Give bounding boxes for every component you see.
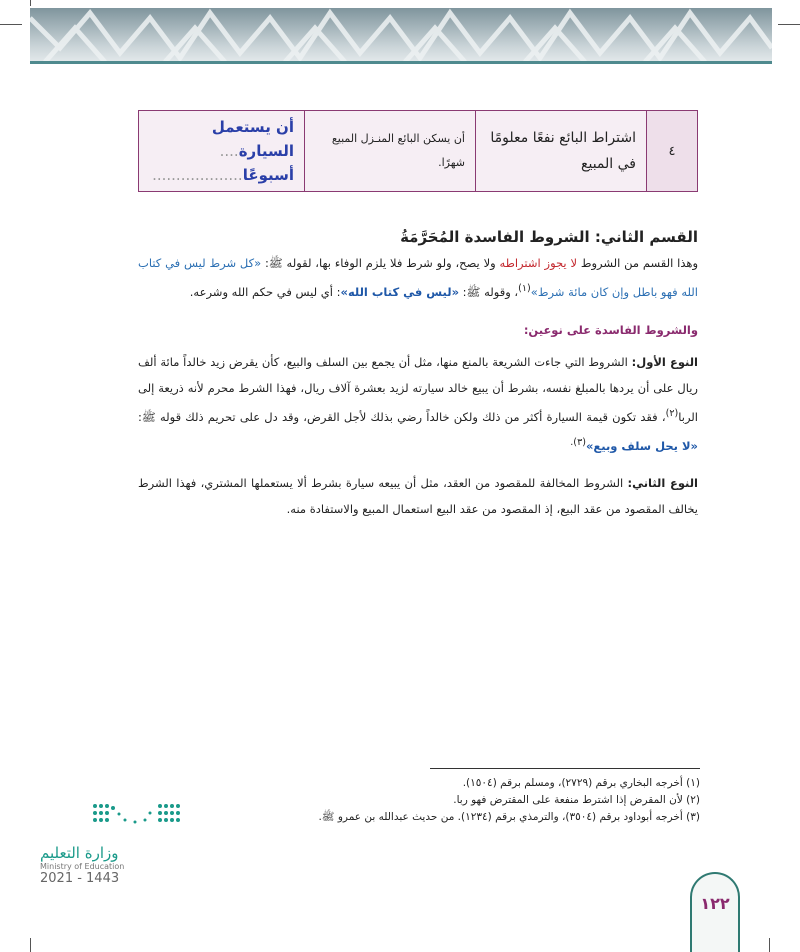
footnote-ref[interactable]: (٢) [665, 407, 679, 419]
edition-years: 2021 - 1443 [40, 871, 120, 886]
text: وهذا القسم من الشروط [577, 256, 698, 270]
condition-cell: اشتراط البائع نفعًا معلومًا في المبيع [476, 111, 647, 192]
type1-paragraph [138, 349, 698, 459]
ministry-english-name: Ministry of Education [40, 862, 125, 871]
type2-paragraph [138, 470, 698, 522]
footnote-separator [430, 768, 700, 769]
text: الشروط التي جاءت الشريعة بالمنع منها، مثل أن يجمع بين السلف والبيع، كأن يقرض زيد خالداً مائة ألف ريال على أن يردها بالمبلغ نفسه، بشرط أن يبيع خالد سيارته لزيد بعشرة آلاف ريال، فهذا الشرط محرم لأنه ذريعة إلى الربا [138, 354, 698, 424]
conditions-table [138, 110, 698, 192]
intro-paragraph [138, 250, 698, 305]
decorative-header-banner [30, 8, 772, 62]
dots-logo-icon [90, 800, 190, 830]
answer-line-1: أن يستعمل السيارة [211, 118, 294, 160]
ministry-logo [40, 800, 180, 886]
hadith-quote: «كل شرط ليس في كتاب الله فهو باطل وإن كان مائة شرط» [138, 256, 698, 299]
highlight-text: لا يجوز اشتراطه [499, 256, 578, 270]
section-body [138, 228, 698, 522]
text: الشروط المخالفة للمقصود من العقد، مثل أن يبيعه سيارة بشرط ألا يستعملها المشتري، فهذا الشرط يخالف المقصود من عقد البيع، إذ المقصود من عقد البيع استعمال المبيع والاستفادة منه. [138, 476, 698, 517]
text: ، فقد تكون قيمة السيارة أكثر من ذلك ولكن خالداً رضي بذلك لأجل القرض، وقد دل على تحريم ذلك قوله ﷺ: [138, 409, 666, 424]
crop-mark [30, 938, 31, 952]
ministry-arabic-name: وزارة التعليم [40, 844, 119, 862]
section-title: القسم الثاني: الشروط الفاسدة المُحَرَّمَةُ [400, 228, 698, 246]
answer-cell [139, 111, 305, 192]
table-row [139, 111, 698, 192]
crop-mark [30, 0, 31, 6]
types-heading: والشروط الفاسدة على نوعين: [523, 322, 698, 337]
footnotes [300, 775, 700, 826]
footnote: (٢) لأن المقرض إذا اشترط منفعة على المقترض فهو ربا. [453, 794, 700, 806]
dots: ................... [152, 166, 243, 184]
text: ، وقوله ﷺ: [459, 284, 519, 299]
footnote-ref[interactable]: (١) [518, 283, 531, 294]
type-label: النوع الثاني: [627, 476, 698, 491]
crop-mark [778, 24, 800, 25]
page-number-tab [690, 872, 740, 952]
row-number: ٤ [647, 111, 698, 192]
answer-line-2: أسبوعًا [242, 166, 294, 184]
dots: .... [219, 142, 239, 160]
type-label: النوع الأول: [631, 354, 698, 369]
footnote-ref[interactable]: (٣). [570, 436, 586, 448]
crop-mark [769, 938, 770, 952]
footnote: (٣) أخرجه أبوداود برقم (٣٥٠٤)، والترمذي برقم (١٢٣٤). من حديث عبدالله بن عمرو ﷺ. [318, 811, 700, 823]
header-rule [30, 61, 772, 64]
hadith-quote: «ليس في كتاب الله» [340, 284, 460, 299]
text: ولا يصح، ولو شرط فلا يلزم الوفاء بها، لقوله ﷺ: [261, 256, 500, 270]
geometric-pattern-icon [30, 8, 772, 62]
example-cell: أن يسكن البائع المنـزل المبيع شهرًا. [305, 111, 476, 192]
text: : أي ليس في حكم الله وشرعه. [189, 284, 341, 299]
crop-mark [0, 24, 22, 25]
hadith-quote: «لا يحل سلف وبيع» [585, 438, 698, 453]
footnote: (١) أخرجه البخاري برقم (٢٧٢٩)، ومسلم برقم (١٥٠٤). [462, 777, 700, 789]
page-number: ١٢٢ [700, 894, 730, 913]
